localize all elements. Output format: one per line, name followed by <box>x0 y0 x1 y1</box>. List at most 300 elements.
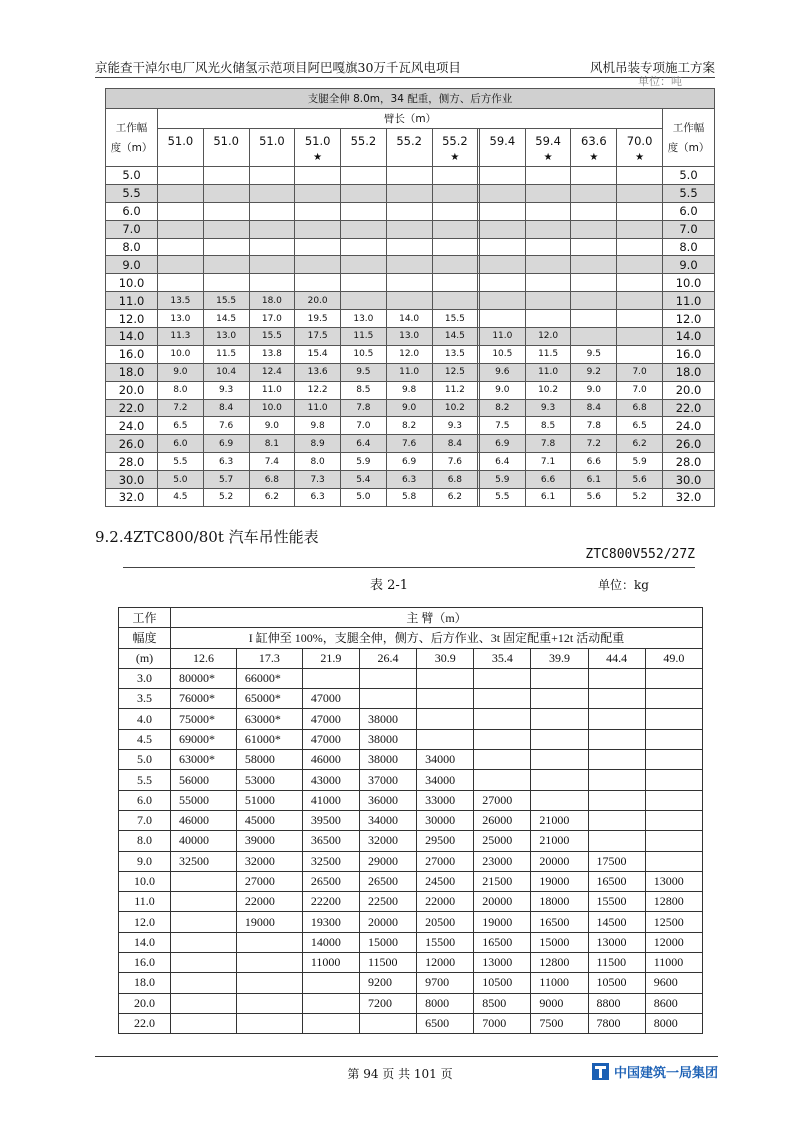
capacity-cell <box>479 238 525 256</box>
capacity-cell: 7.3 <box>295 471 341 489</box>
capacity-cell <box>302 668 359 688</box>
header-line: 工作幅 <box>115 121 148 134</box>
header-line: 工作幅 <box>672 121 705 134</box>
capacity-cell: 36000 <box>359 790 416 810</box>
capacity-cell: 11.0 <box>386 363 432 381</box>
radius-cell-right: 16.0 <box>663 345 715 363</box>
table2-label: 表 2-1 <box>370 578 409 593</box>
capacity-cell: 29500 <box>417 831 474 851</box>
capacity-cell: 22500 <box>359 892 416 912</box>
capacity-cell <box>158 184 204 202</box>
capacity-cell: 7000 <box>474 1013 531 1033</box>
radius-cell-right: 32.0 <box>663 489 715 507</box>
capacity-cell: 15500 <box>417 932 474 952</box>
arm-length-cell <box>249 129 295 167</box>
capacity-cell: 32000 <box>236 851 302 871</box>
capacity-cell <box>571 328 617 346</box>
table-row <box>106 417 715 435</box>
capacity-cell <box>295 220 341 238</box>
divider <box>123 567 695 568</box>
capacity-cell: 25000 <box>474 831 531 851</box>
capacity-cell <box>617 328 663 346</box>
capacity-cell: 26000 <box>474 810 531 830</box>
capacity-cell <box>341 274 387 292</box>
table1-work-radius-header <box>106 109 158 167</box>
table-row <box>119 871 703 891</box>
capacity-cell <box>588 668 645 688</box>
table-row <box>106 184 715 202</box>
arm-length-cell <box>386 129 432 167</box>
radius-cell-right: 9.0 <box>663 256 715 274</box>
capacity-cell: 46000 <box>302 750 359 770</box>
radius-cell: 10.0 <box>106 274 158 292</box>
capacity-cell: 7.6 <box>432 453 478 471</box>
arm-length-cell <box>617 129 663 167</box>
arm-length: 51.0 <box>259 134 285 148</box>
radius-cell: 11.0 <box>119 892 171 912</box>
capacity-cell: 66000* <box>236 668 302 688</box>
capacity-cell: 8000 <box>645 1013 702 1033</box>
capacity-cell <box>341 292 387 310</box>
capacity-cell: 10.0 <box>158 345 204 363</box>
radius-cell: 28.0 <box>106 453 158 471</box>
radius-cell: 16.0 <box>106 345 158 363</box>
capacity-cell <box>432 220 478 238</box>
capacity-cell: 32500 <box>171 851 237 871</box>
capacity-cell: 51000 <box>236 790 302 810</box>
capacity-cell: 9.2 <box>571 363 617 381</box>
capacity-cell <box>302 993 359 1013</box>
capacity-cell: 11000 <box>645 953 702 973</box>
capacity-cell <box>417 668 474 688</box>
capacity-cell: 13.0 <box>341 310 387 328</box>
capacity-cell: 10.5 <box>341 345 387 363</box>
radius-cell: 4.5 <box>119 729 171 749</box>
capacity-cell <box>341 184 387 202</box>
capacity-cell: 20000 <box>359 912 416 932</box>
table-row <box>119 668 703 688</box>
arm-length-cell <box>479 129 525 167</box>
capacity-cell <box>474 750 531 770</box>
capacity-cell <box>432 256 478 274</box>
capacity-cell <box>645 770 702 790</box>
radius-cell: 22.0 <box>119 1013 171 1033</box>
capacity-cell <box>341 167 387 185</box>
capacity-cell: 15.4 <box>295 345 341 363</box>
table-row <box>106 381 715 399</box>
capacity-cell: 8800 <box>588 993 645 1013</box>
capacity-cell <box>341 220 387 238</box>
capacity-cell: 11.0 <box>295 399 341 417</box>
table1-arm-label: 臂长（m） <box>158 109 663 129</box>
capacity-cell: 26500 <box>302 871 359 891</box>
capacity-cell: 9.5 <box>341 363 387 381</box>
capacity-cell <box>249 220 295 238</box>
capacity-cell <box>432 167 478 185</box>
radius-cell: 20.0 <box>106 381 158 399</box>
capacity-cell <box>645 831 702 851</box>
radius-cell-right: 5.0 <box>663 167 715 185</box>
capacity-cell <box>588 729 645 749</box>
table-row <box>119 993 703 1013</box>
capacity-cell <box>359 689 416 709</box>
capacity-cell: 32500 <box>302 851 359 871</box>
capacity-cell <box>617 238 663 256</box>
capacity-cell: 63000* <box>171 750 237 770</box>
capacity-cell: 8.0 <box>158 381 204 399</box>
capacity-cell <box>588 770 645 790</box>
radius-cell: 8.0 <box>119 831 171 851</box>
capacity-cell: 11000 <box>531 973 588 993</box>
capacity-cell: 6.3 <box>203 453 249 471</box>
table-row <box>119 729 703 749</box>
capacity-cell <box>236 1013 302 1033</box>
capacity-cell: 7.2 <box>571 435 617 453</box>
capacity-cell <box>588 750 645 770</box>
capacity-cell <box>171 973 237 993</box>
capacity-cell <box>617 274 663 292</box>
capacity-cell: 26500 <box>359 871 416 891</box>
capacity-cell: 9.6 <box>479 363 525 381</box>
section-title: 9.2.4ZTC800/80t 汽车吊性能表 <box>95 528 319 546</box>
capacity-cell: 7.6 <box>203 417 249 435</box>
table1-caption: 支腿全伸 8.0m，34 配重，侧方、后方作业 <box>106 89 715 109</box>
capacity-cell: 40000 <box>171 831 237 851</box>
capacity-cell <box>236 932 302 952</box>
capacity-cell: 65000* <box>236 689 302 709</box>
table-row <box>106 328 715 346</box>
capacity-cell <box>386 202 432 220</box>
capacity-cell: 80000* <box>171 668 237 688</box>
header-line: 度（m） <box>110 141 153 154</box>
capacity-cell: 15.5 <box>249 328 295 346</box>
capacity-cell <box>525 256 571 274</box>
radius-cell: 6.0 <box>106 202 158 220</box>
capacity-cell <box>479 220 525 238</box>
capacity-cell: 5.9 <box>617 453 663 471</box>
table2-unit: 单位：kg <box>598 578 649 592</box>
crane-capacity-table-2 <box>118 607 703 1034</box>
capacity-cell: 27000 <box>474 790 531 810</box>
capacity-cell <box>531 750 588 770</box>
header-line: 度（m） <box>667 141 710 154</box>
capacity-cell: 27000 <box>417 851 474 871</box>
capacity-cell: 47000 <box>302 729 359 749</box>
capacity-cell <box>432 292 478 310</box>
capacity-cell: 13.6 <box>295 363 341 381</box>
arm-length: 12.6 <box>171 648 237 668</box>
capacity-cell <box>386 167 432 185</box>
capacity-cell <box>588 810 645 830</box>
capacity-cell: 20000 <box>531 851 588 871</box>
capacity-cell: 6.1 <box>571 471 617 489</box>
star-icon: ★ <box>635 152 645 163</box>
capacity-cell <box>571 184 617 202</box>
capacity-cell: 6.9 <box>203 435 249 453</box>
arm-length: 26.4 <box>359 648 416 668</box>
capacity-cell <box>302 973 359 993</box>
table1-length-row <box>106 129 715 167</box>
capacity-cell: 8600 <box>645 993 702 1013</box>
capacity-cell: 7.0 <box>617 381 663 399</box>
capacity-cell: 12.4 <box>249 363 295 381</box>
capacity-cell <box>571 256 617 274</box>
capacity-cell: 8.2 <box>479 399 525 417</box>
arm-length: 30.9 <box>417 648 474 668</box>
capacity-cell: 6500 <box>417 1013 474 1033</box>
radius-cell-right: 11.0 <box>663 292 715 310</box>
capacity-cell: 8.0 <box>295 453 341 471</box>
capacity-cell: 14.5 <box>203 310 249 328</box>
table1-work-radius-header-right <box>663 109 715 167</box>
radius-cell-right: 22.0 <box>663 399 715 417</box>
capacity-cell <box>617 184 663 202</box>
capacity-cell <box>525 310 571 328</box>
capacity-cell <box>203 220 249 238</box>
capacity-cell <box>525 292 571 310</box>
radius-cell-right: 8.0 <box>663 238 715 256</box>
arm-length-cell <box>203 129 249 167</box>
capacity-cell: 7.5 <box>479 417 525 435</box>
radius-cell-right: 5.5 <box>663 184 715 202</box>
capacity-cell: 24500 <box>417 871 474 891</box>
table-row <box>106 220 715 238</box>
capacity-cell: 11.0 <box>249 381 295 399</box>
table-row <box>119 709 703 729</box>
radius-cell: 16.0 <box>119 953 171 973</box>
capacity-cell: 56000 <box>171 770 237 790</box>
radius-cell-right: 20.0 <box>663 381 715 399</box>
capacity-cell: 6.8 <box>432 471 478 489</box>
capacity-cell: 5.2 <box>203 489 249 507</box>
radius-cell-right: 6.0 <box>663 202 715 220</box>
capacity-cell: 11500 <box>359 953 416 973</box>
capacity-cell: 15500 <box>588 892 645 912</box>
capacity-cell: 14.5 <box>432 328 478 346</box>
arm-length: 21.9 <box>302 648 359 668</box>
capacity-cell: 43000 <box>302 770 359 790</box>
capacity-cell: 6.3 <box>295 489 341 507</box>
capacity-cell <box>417 729 474 749</box>
capacity-cell: 5.2 <box>617 489 663 507</box>
capacity-cell <box>474 770 531 790</box>
arm-length: 51.0 <box>213 134 239 148</box>
table1-caption-row <box>106 89 715 109</box>
capacity-cell: 9.0 <box>479 381 525 399</box>
work-label-2: 幅度 <box>119 628 171 648</box>
arm-length-cell <box>432 129 478 167</box>
capacity-cell: 10.2 <box>432 399 478 417</box>
capacity-cell <box>525 220 571 238</box>
capacity-cell <box>417 689 474 709</box>
capacity-cell <box>249 256 295 274</box>
table1-arm-row <box>106 109 715 129</box>
capacity-cell <box>617 202 663 220</box>
radius-cell-right: 10.0 <box>663 274 715 292</box>
capacity-cell: 63000* <box>236 709 302 729</box>
star-icon: ★ <box>589 152 599 163</box>
table-row <box>106 489 715 507</box>
capacity-cell: 47000 <box>302 709 359 729</box>
radius-cell: 9.0 <box>106 256 158 274</box>
capacity-cell: 11.3 <box>158 328 204 346</box>
capacity-cell: 39000 <box>236 831 302 851</box>
radius-cell: 5.5 <box>119 770 171 790</box>
capacity-cell: 13.0 <box>203 328 249 346</box>
table2-condition-row <box>119 628 703 648</box>
arm-length: 39.9 <box>531 648 588 668</box>
page-number: 第 94 页 共 101 页 <box>347 1067 453 1081</box>
capacity-cell: 10.4 <box>203 363 249 381</box>
capacity-cell <box>249 167 295 185</box>
capacity-cell: 7.0 <box>341 417 387 435</box>
table-row <box>106 363 715 381</box>
capacity-cell: 6.2 <box>249 489 295 507</box>
capacity-cell: 21000 <box>531 831 588 851</box>
capacity-cell: 10.2 <box>525 381 571 399</box>
capacity-cell: 9600 <box>645 973 702 993</box>
capacity-cell <box>479 310 525 328</box>
capacity-cell: 7.0 <box>617 363 663 381</box>
capacity-cell <box>645 689 702 709</box>
capacity-cell: 33000 <box>417 790 474 810</box>
capacity-cell <box>359 1013 416 1033</box>
table2-length-row <box>119 648 703 668</box>
capacity-cell: 6.9 <box>479 435 525 453</box>
capacity-cell <box>295 202 341 220</box>
capacity-cell <box>417 709 474 729</box>
capacity-cell: 9.0 <box>386 399 432 417</box>
radius-cell: 12.0 <box>106 310 158 328</box>
radius-cell: 5.0 <box>106 167 158 185</box>
capacity-cell: 8500 <box>474 993 531 1013</box>
arm-length: 55.2 <box>442 134 468 148</box>
capacity-cell <box>588 790 645 810</box>
radius-cell: 7.0 <box>106 220 158 238</box>
crane-capacity-table-1 <box>105 88 715 507</box>
capacity-cell: 46000 <box>171 810 237 830</box>
capacity-cell <box>341 256 387 274</box>
radius-cell: 10.0 <box>119 871 171 891</box>
capacity-cell: 13000 <box>474 953 531 973</box>
capacity-cell: 6.2 <box>432 489 478 507</box>
table-row <box>119 810 703 830</box>
capacity-cell: 13.5 <box>158 292 204 310</box>
capacity-cell <box>386 238 432 256</box>
table1-unit: 单位：吨 <box>638 75 682 88</box>
radius-cell: 12.0 <box>119 912 171 932</box>
capacity-cell: 6.2 <box>617 435 663 453</box>
capacity-cell <box>617 256 663 274</box>
capacity-cell: 8.1 <box>249 435 295 453</box>
capacity-cell <box>171 912 237 932</box>
capacity-cell <box>158 202 204 220</box>
table-row <box>106 274 715 292</box>
work-label-1: 工作 <box>119 608 171 628</box>
table-row <box>106 167 715 185</box>
radius-cell: 14.0 <box>119 932 171 952</box>
radius-cell: 6.0 <box>119 790 171 810</box>
capacity-cell: 36500 <box>302 831 359 851</box>
capacity-cell: 12.2 <box>295 381 341 399</box>
capacity-cell <box>531 689 588 709</box>
capacity-cell <box>645 810 702 830</box>
capacity-cell <box>158 238 204 256</box>
capacity-cell: 20500 <box>417 912 474 932</box>
arm-length: 63.6 <box>581 134 607 148</box>
radius-cell-right: 14.0 <box>663 328 715 346</box>
capacity-cell: 32000 <box>359 831 416 851</box>
capacity-cell <box>531 790 588 810</box>
table-row <box>119 851 703 871</box>
capacity-cell <box>645 709 702 729</box>
capacity-cell: 45000 <box>236 810 302 830</box>
capacity-cell: 15000 <box>359 932 416 952</box>
capacity-cell: 8.4 <box>571 399 617 417</box>
capacity-cell: 39500 <box>302 810 359 830</box>
capacity-cell: 5.9 <box>479 471 525 489</box>
radius-cell: 11.0 <box>106 292 158 310</box>
radius-cell: 7.0 <box>119 810 171 830</box>
radius-cell: 9.0 <box>119 851 171 871</box>
radius-cell: 24.0 <box>106 417 158 435</box>
radius-cell: 18.0 <box>106 363 158 381</box>
arm-length-cell <box>571 129 617 167</box>
capacity-cell <box>525 184 571 202</box>
capacity-cell <box>525 202 571 220</box>
capacity-cell: 6.5 <box>617 417 663 435</box>
capacity-cell <box>525 274 571 292</box>
radius-cell: 26.0 <box>106 435 158 453</box>
capacity-cell: 34000 <box>359 810 416 830</box>
capacity-cell: 19.5 <box>295 310 341 328</box>
capacity-cell: 8.9 <box>295 435 341 453</box>
capacity-cell: 16500 <box>588 871 645 891</box>
capacity-cell <box>617 292 663 310</box>
arm-length-cell <box>341 129 387 167</box>
arm-length-cell <box>295 129 341 167</box>
capacity-cell: 6.1 <box>525 489 571 507</box>
capacity-cell: 13.0 <box>158 310 204 328</box>
radius-cell-right: 28.0 <box>663 453 715 471</box>
capacity-cell: 8.5 <box>525 417 571 435</box>
condition-text: I 缸伸至 100%，支腿全伸，侧方、后方作业、3t 固定配重+12t 活动配重 <box>171 628 703 648</box>
capacity-cell <box>386 220 432 238</box>
capacity-cell <box>171 1013 237 1033</box>
capacity-cell: 30000 <box>417 810 474 830</box>
capacity-cell: 5.0 <box>158 471 204 489</box>
capacity-cell <box>571 167 617 185</box>
capacity-cell <box>474 709 531 729</box>
table-row <box>106 399 715 417</box>
capacity-cell <box>479 274 525 292</box>
table-row <box>106 345 715 363</box>
capacity-cell: 38000 <box>359 750 416 770</box>
capacity-cell: 5.8 <box>386 489 432 507</box>
capacity-cell: 13000 <box>588 932 645 952</box>
capacity-cell: 9200 <box>359 973 416 993</box>
arm-length-cell <box>158 129 204 167</box>
capacity-cell <box>295 167 341 185</box>
radius-cell: 8.0 <box>106 238 158 256</box>
capacity-cell <box>158 220 204 238</box>
table-row <box>119 770 703 790</box>
capacity-cell <box>432 202 478 220</box>
capacity-cell <box>645 668 702 688</box>
capacity-cell: 6.4 <box>479 453 525 471</box>
capacity-cell: 11.5 <box>341 328 387 346</box>
capacity-cell: 14000 <box>302 932 359 952</box>
